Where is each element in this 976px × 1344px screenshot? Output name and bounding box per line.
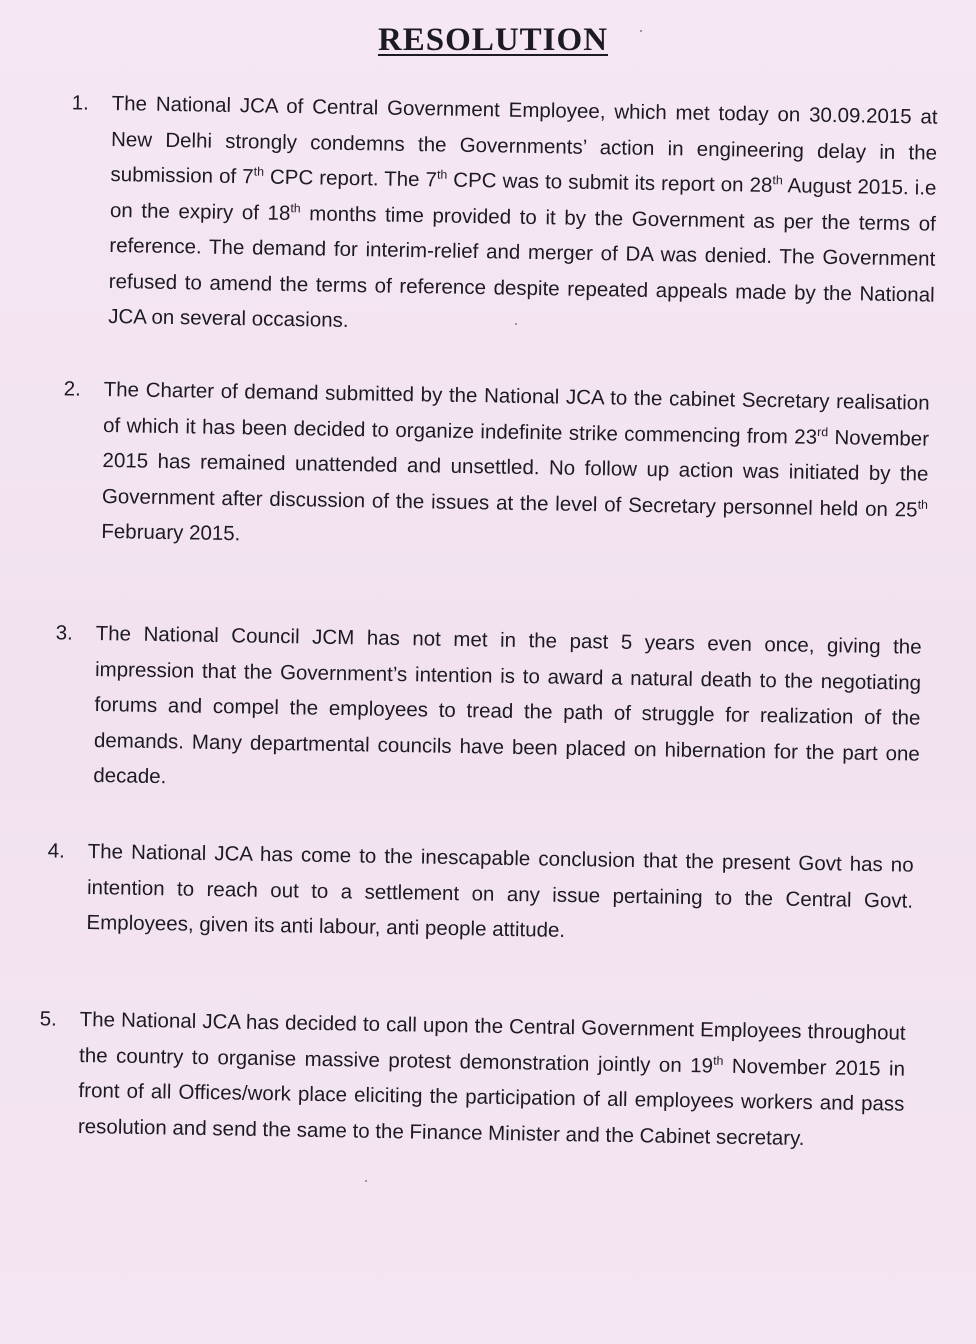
item-number: 5. [39, 1007, 58, 1031]
page-title: RESOLUTION [377, 22, 609, 58]
resolution-item-3 [55, 616, 922, 807]
resolution-item-2 [63, 372, 930, 563]
item-text: The National JCA of Central Government Employee, which met today on 30.09.2015 at New Delhi strongly condemns the Governments’ action in engineering delay in the submission of 7th CPC report. The 7th CPC was to submit its report on 28th August 2015. i.e on the expiry of 18th months time provided to it by the Government as per the terms of reference. The demand for interim-relief and merger of DA was denied. The Government refused to amend the terms of reference despite repeated appeals made by the National JCA on several occasions. [107, 91, 938, 332]
item-text: The National JCA has decided to call upon the Central Government Employees throughout the country to organise massive protest demonstration jointly on 19th November 2015 in front of all Offices/work place eliciting the participation of all employees workers and pass resolution and send the same to the Finance Minister and the Cabinet secretary. [77, 1007, 906, 1150]
resolution-item-4 [47, 834, 914, 954]
item-number: 1. [71, 91, 90, 115]
item-text: The National Council JCM has not met in the past 5 years even once, giving the impression that the Government’s intention is to award a natural death to the negotiating forums and compel the employees to tread the path of struggle for realization of the demands. Many departmental councils have been placed on hibernation for the part one decade. [93, 621, 922, 789]
scan-speck [365, 1180, 367, 1182]
item-number: 3. [55, 621, 74, 645]
item-text: The Charter of demand submitted by the National JCA to the cabinet Secretary realisation of which it has been decided to organize indefinite strike commencing from 23rd November 2015 has remained unattended and unsettled. No follow up action was initiated by the Government after discussion of the issues at the level of Secretary personnel held on 25th February 2015. [101, 377, 930, 546]
resolution-item-1 [71, 86, 938, 348]
resolution-item-5 [39, 1002, 906, 1158]
item-number: 2. [63, 377, 82, 401]
scan-speck [515, 323, 517, 325]
item-text: The National JCA has come to the inescapable conclusion that the present Govt has no intention to reach out to a settlement on any issue pertaining to the Central Govt. Employees, given its anti labour, anti people attitude. [86, 839, 914, 942]
item-number: 4. [47, 839, 66, 863]
scan-speck [640, 30, 642, 32]
